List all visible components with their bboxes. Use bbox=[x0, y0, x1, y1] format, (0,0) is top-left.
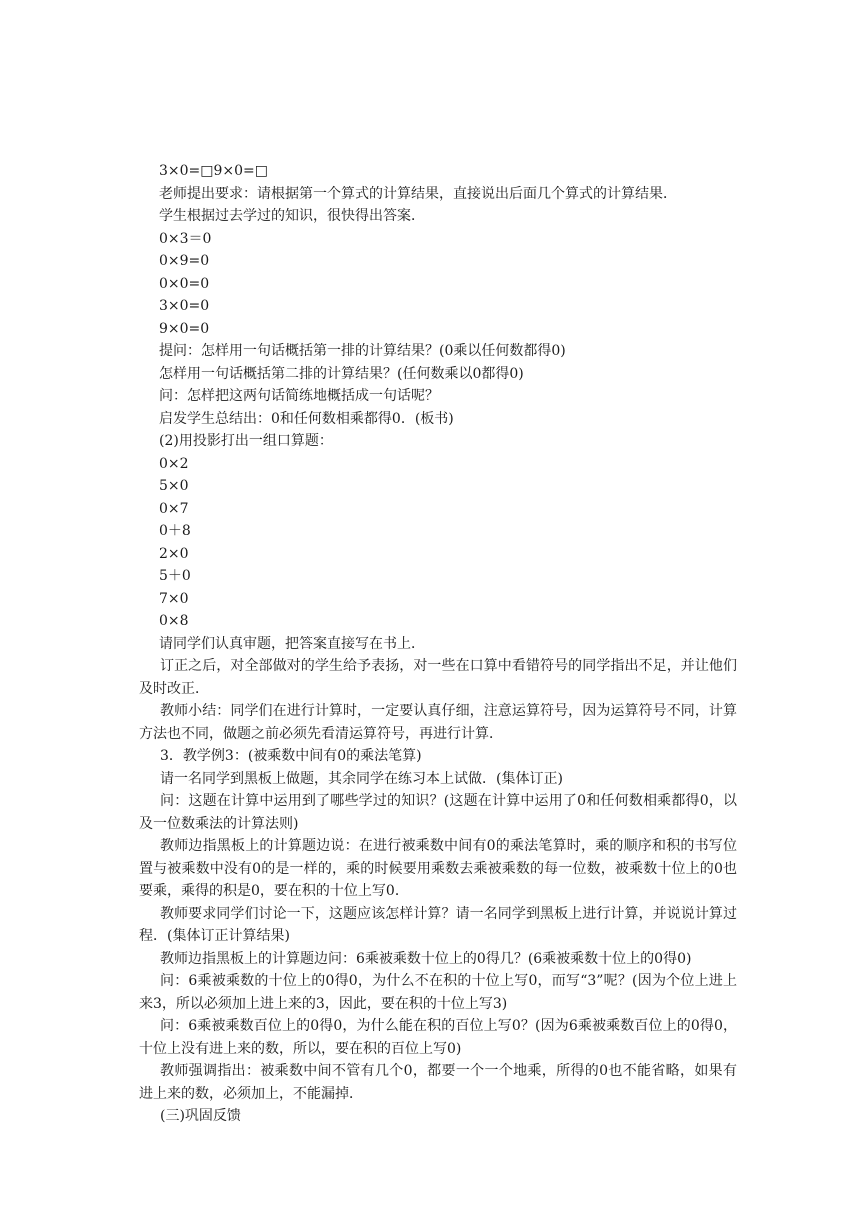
equation-line: 0×3＝0 bbox=[159, 230, 212, 247]
equation-line: 7×0 bbox=[159, 590, 189, 607]
paragraph: 教师要求同学们讨论一下，这题应该怎样计算？请一名同学到黑板上进行计算，并说说计算过程．(集体订正计算结果) bbox=[139, 905, 737, 944]
paragraph: 教师小结：同学们在进行计算时，一定要认真仔细，注意运算符号，因为运算符号不同，计算方法也不同，做题之前必须先看清运算符号，再进行计算． bbox=[139, 703, 737, 742]
paragraph: 问：6乘被乘数百位上的0得0，为什么能在积的百位上写0？(因为6乘被乘数百位上的0得0，十位上没有进上来的数，所以，要在积的百位上写0) bbox=[139, 1018, 737, 1057]
text-line: 学生根据过去学过的知识，很快得出答案． bbox=[159, 208, 425, 224]
paragraph: 订正之后，对全部做对的学生给予表扬，对一些在口算中看错符号的同学指出不足，并让他们及时改正． bbox=[139, 658, 737, 697]
equation-line: 0＋8 bbox=[159, 523, 191, 539]
section-heading: (三)巩固反馈 bbox=[160, 1108, 241, 1124]
paragraph: 教师强调指出：被乘数中间不管有几个0，都要一个一个地乘，所得的0也不能省略，如果有进上来的数，必须加上，不能漏掉． bbox=[139, 1063, 737, 1102]
text-line: 请同学们认真审题，把答案直接写在书上． bbox=[159, 635, 425, 652]
text-line: 怎样用一句话概括第二排的计算结果？(任何数乘以0都得0) bbox=[159, 365, 524, 382]
equation-line: 5×0 bbox=[159, 478, 189, 494]
equation-line: 3×0=0 bbox=[159, 298, 210, 314]
equation-line: 0×2 bbox=[159, 455, 189, 472]
equation-line: 0×0=0 bbox=[159, 275, 210, 292]
document-body bbox=[139, 160, 737, 1128]
equation-line: 5＋0 bbox=[159, 568, 191, 584]
section-heading: 3．教学例3：(被乘数中间有0的乘法笔算) bbox=[160, 748, 422, 764]
text-line: 启发学生总结出：0和任何数相乘都得0．(板书) bbox=[159, 410, 454, 427]
paragraph: 请一名同学到黑板上做题，其余同学在练习本上试做．(集体订正) bbox=[160, 770, 563, 787]
text-line: 提问：怎样用一句话概括第一排的计算结果？(0乘以任何数都得0) bbox=[159, 343, 566, 359]
paragraph: 问：这题在计算中运用到了哪些学过的知识？(这题在计算中运用了0和任何数相乘都得0，以及一位数乘法的计算法则) bbox=[139, 793, 737, 832]
paragraph: 问：6乘被乘数的十位上的0得0，为什么不在积的十位上写0，而写“3”呢？(因为个位上进上来3，所以必须加上进上来的3，因此，要在积的十位上写3) bbox=[139, 973, 737, 1012]
equation-line: 0×8 bbox=[159, 613, 189, 629]
equation-line: 2×0 bbox=[159, 545, 189, 562]
equation-line: 0×7 bbox=[159, 500, 189, 517]
equation-line: 0×9=0 bbox=[159, 253, 210, 269]
paragraph: 教师边指黑板上的计算题边说：在进行被乘数中间有0的乘法笔算时，乘的顺序和积的书写位置与被乘数中没有0的是一样的，乘的时候要用乘数去乘被乘数的每一位数，被乘数十位上的0也要乘，乘得的积是0，要在积的十位上写0． bbox=[139, 838, 737, 899]
text-line: 老师提出要求：请根据第一个算式的计算结果，直接说出后面几个算式的计算结果． bbox=[159, 185, 677, 202]
text-line: 3×0=□9×0=□ bbox=[159, 163, 269, 179]
equation-line: 9×0=0 bbox=[159, 320, 210, 337]
text-line: 问：怎样把这两句话简练地概括成一句话呢？ bbox=[159, 388, 439, 404]
paragraph: 教师边指黑板上的计算题边问：6乘被乘数十位上的0得几？(6乘被乘数十位上的0得0) bbox=[160, 950, 692, 967]
text-line: (2)用投影打出一组口算题： bbox=[159, 433, 333, 449]
